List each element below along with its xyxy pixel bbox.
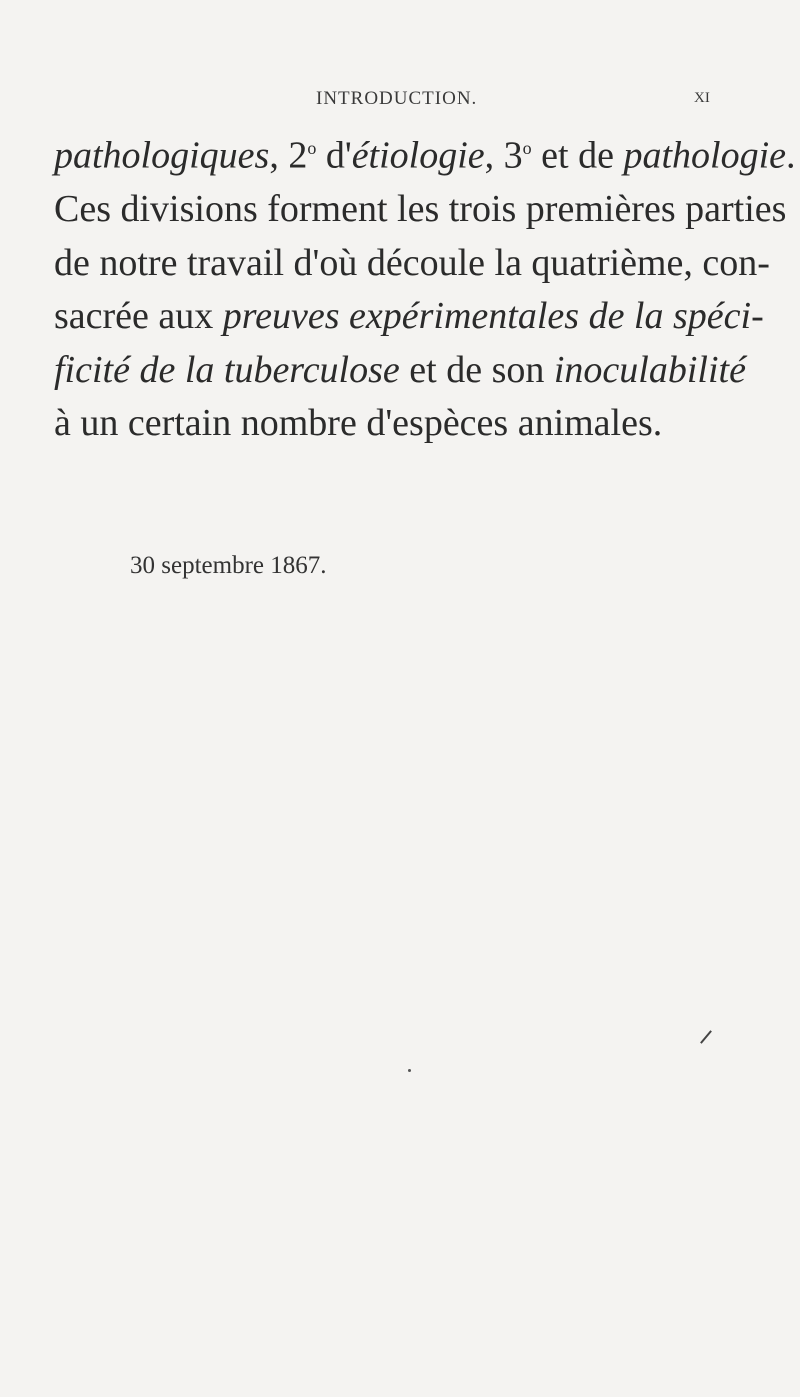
text-line-4: sacrée aux preuves expérimentales de la spéci- [54, 295, 764, 338]
stray-dot [408, 1069, 411, 1072]
stray-mark [700, 1030, 712, 1044]
text-line-6: à un certain nombre d'espèces animales. [54, 402, 663, 445]
page-header [0, 88, 800, 112]
italic-term: pathologiques [54, 134, 270, 177]
text-line-3: de notre travail d'où découle la quatrième, con- [54, 241, 770, 284]
italic-term: inoculabilité [553, 348, 746, 391]
signature-date: 30 septembre 1867. [130, 552, 327, 579]
text-line-5: ficité de la tuberculose et de son inoculabilité [54, 348, 746, 391]
ordinal-mark: o [307, 138, 317, 158]
page-number: XI [694, 90, 710, 106]
text-line-2: Ces divisions forment les trois premières parties [54, 188, 787, 231]
italic-term: étiologie [351, 134, 485, 177]
ordinal-mark: o [522, 138, 532, 158]
italic-term: preuves expérimentales de la spéci- [222, 295, 764, 338]
italic-term: ficité de la tuberculose [54, 348, 400, 391]
running-head: INTRODUCTION. [316, 88, 478, 109]
body-paragraph [54, 122, 796, 451]
text-line-1: pathologiques, 2$^o$ d'étiologie, 3$^o$ et de pathologie. [54, 134, 796, 177]
italic-term: pathologie [623, 134, 786, 177]
